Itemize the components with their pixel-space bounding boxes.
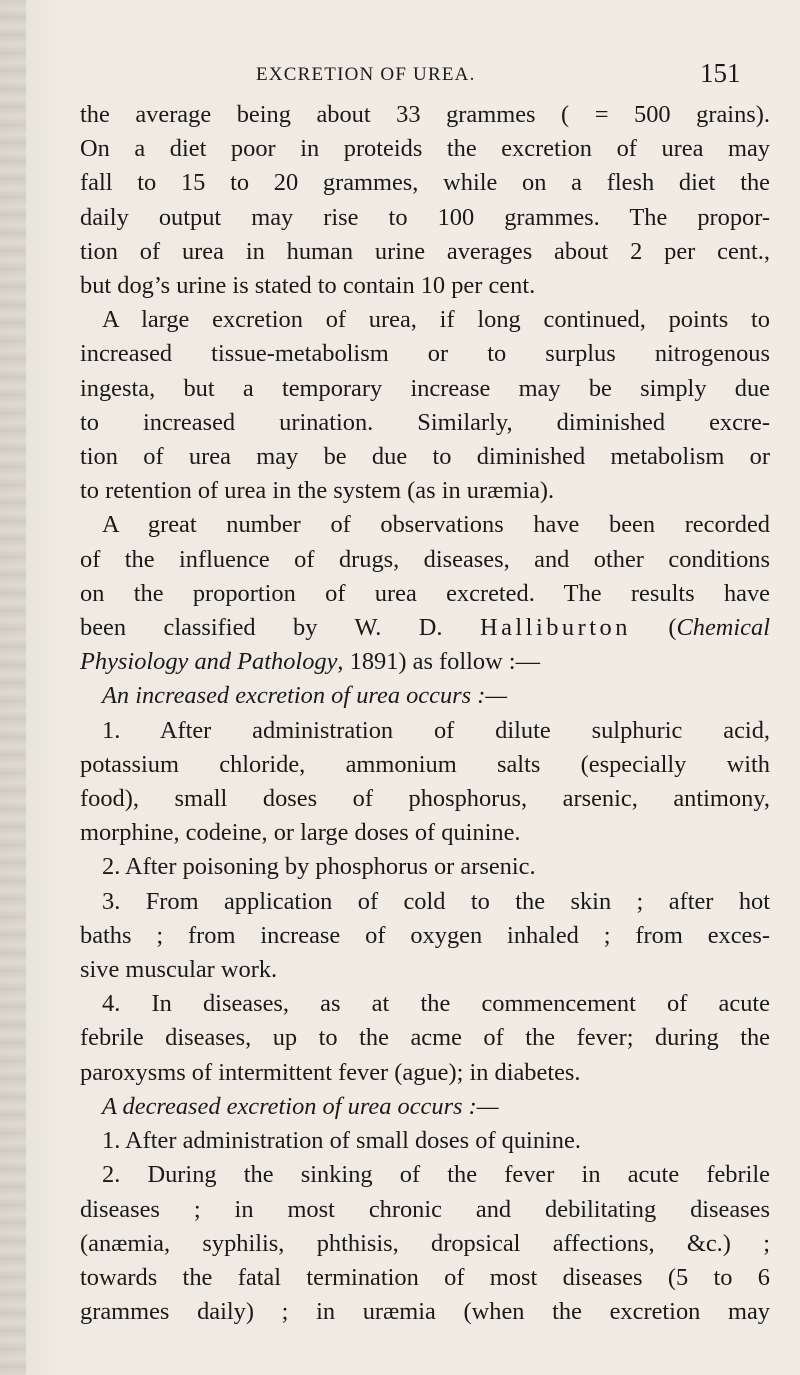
text-line: diseases ; in most chronic and debilitating diseases bbox=[80, 1195, 770, 1223]
text-line: (anæmia, syphilis, phthisis, dropsical affections, &c.) ; bbox=[80, 1229, 770, 1257]
text-line: of the influence of drugs, diseases, and other conditions bbox=[80, 545, 770, 573]
book-title: Physiology and Pathology bbox=[80, 648, 338, 676]
text-line: paroxysms of intermittent fever (ague); in diabetes. bbox=[80, 1058, 581, 1086]
text-line: to retention of urea in the system (as in uræmia). bbox=[80, 477, 555, 505]
text-line: increased tissue-metabolism or to surplus nitrogenous bbox=[80, 340, 770, 368]
text-segment: ( bbox=[630, 614, 677, 642]
text-line: to increased urination. Similarly, diminished excre- bbox=[80, 408, 770, 436]
section-heading-increased: An increased excretion of urea occurs :— bbox=[102, 682, 508, 710]
text-line: 3. From application of cold to the skin ; after hot bbox=[102, 887, 770, 915]
author-name: Halliburton bbox=[479, 614, 631, 642]
section-heading-decreased: A decreased excretion of urea occurs :— bbox=[102, 1092, 499, 1120]
text-line: 2. During the sinking of the fever in acute febrile bbox=[102, 1161, 770, 1189]
text-line: food), small doses of phosphorus, arsenic, antimony, bbox=[80, 785, 770, 813]
text-line: tion of urea may be due to diminished metabolism or bbox=[80, 443, 770, 471]
text-line: daily output may rise to 100 grammes. The propor- bbox=[80, 203, 770, 231]
text-line bbox=[80, 611, 770, 645]
book-title: Chemical bbox=[676, 614, 770, 642]
text-line: 1. After administration of dilute sulphuric acid, bbox=[102, 716, 770, 744]
text-line: A large excretion of urea, if long continued, points to bbox=[102, 306, 770, 334]
text-line: On a diet poor in proteids the excretion of urea may bbox=[80, 135, 770, 163]
text-line: 2. After poisoning by phosphorus or arsenic. bbox=[102, 853, 536, 881]
text-line: towards the fatal termination of most diseases (5 to 6 bbox=[80, 1263, 770, 1291]
text-line: morphine, codeine, or large doses of quinine. bbox=[80, 819, 521, 847]
page-header bbox=[0, 58, 800, 98]
text-segment: , 1891) as follow :— bbox=[337, 648, 540, 676]
text-segment: been classified by W. D. bbox=[80, 614, 480, 642]
text-line: baths ; from increase of oxygen inhaled ; from exces- bbox=[80, 921, 770, 949]
text-line: sive muscular work. bbox=[80, 956, 278, 984]
running-head: EXCRETION OF UREA. bbox=[256, 64, 476, 85]
text-line: tion of urea in human urine averages about 2 per cent., bbox=[80, 237, 770, 265]
text-line: 4. In diseases, as at the commencement of acute bbox=[102, 990, 770, 1018]
text-line: grammes daily) ; in uræmia (when the excretion may bbox=[80, 1298, 770, 1326]
text-line bbox=[80, 645, 770, 679]
text-line: but dog’s urine is stated to contain 10 per cent. bbox=[80, 272, 536, 300]
text-line: fall to 15 to 20 grammes, while on a flesh diet the bbox=[80, 169, 770, 197]
text-line: the average being about 33 grammes ( = 500 grains). bbox=[80, 101, 770, 128]
page-number: 151 bbox=[700, 58, 741, 88]
page-gutter-shadow bbox=[0, 0, 26, 1375]
text-line: potassium chloride, ammonium salts (especially with bbox=[80, 750, 770, 778]
text-line: ingesta, but a temporary increase may be simply due bbox=[80, 374, 770, 402]
text-line: 1. After administration of small doses of quinine. bbox=[102, 1127, 581, 1155]
text-line: A great number of observations have been recorded bbox=[102, 511, 770, 539]
text-line: on the proportion of urea excreted. The results have bbox=[80, 579, 770, 607]
text-line: febrile diseases, up to the acme of the fever; during the bbox=[80, 1024, 770, 1052]
body-text bbox=[80, 98, 770, 1329]
